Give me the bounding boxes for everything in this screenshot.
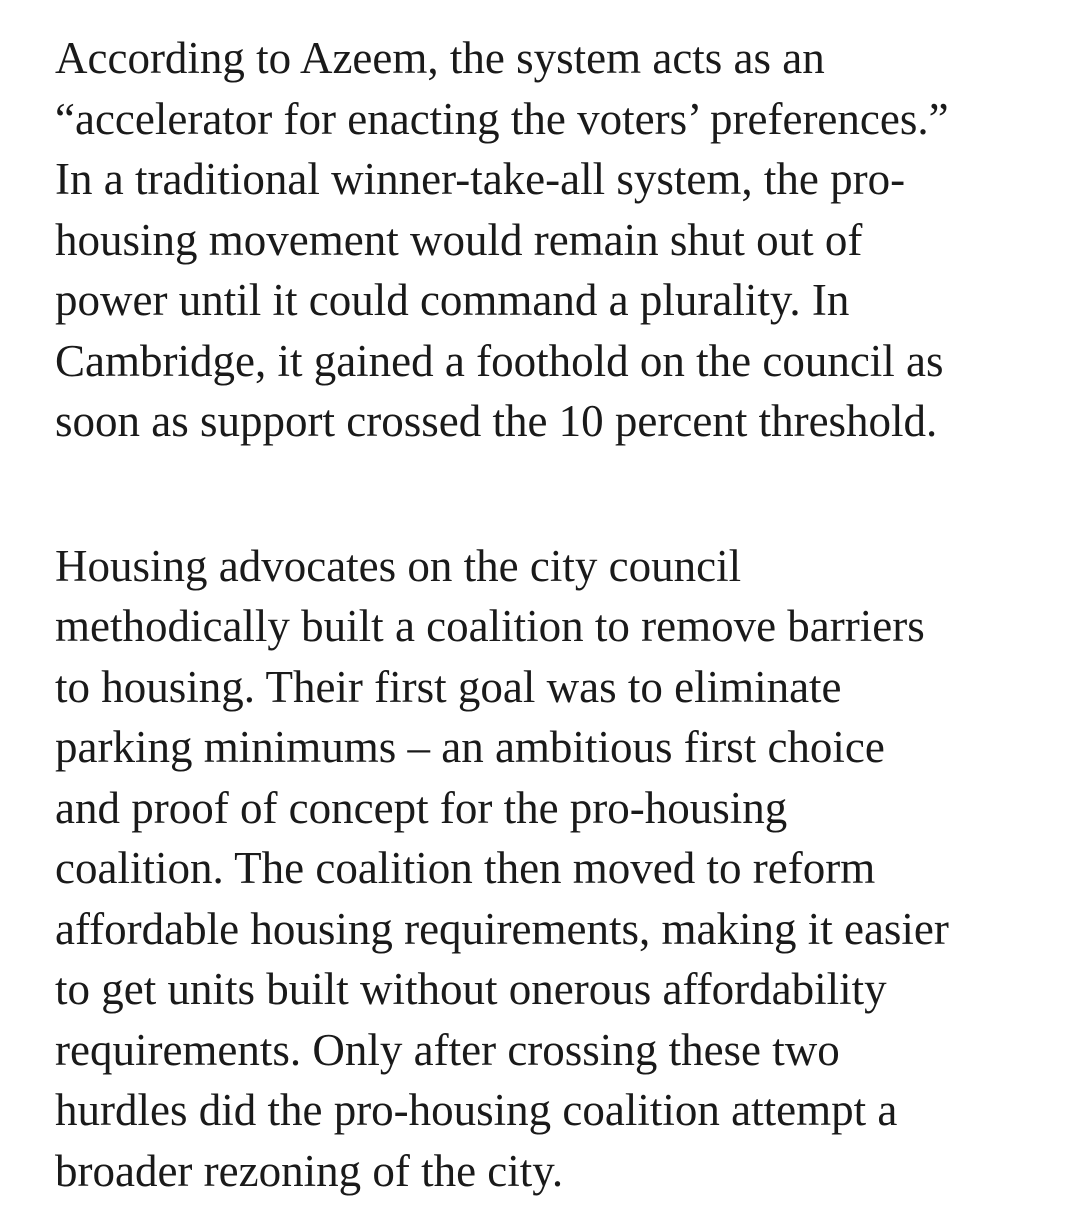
text-line: requirements. Only after crossing these two [55, 1024, 840, 1075]
text-line: methodically built a coalition to remove barriers [55, 601, 925, 651]
text-line: affordable housing requirements, making it easier [55, 903, 949, 954]
text-line: power until it could command a plurality. In [55, 275, 850, 325]
text-line: “accelerator for enacting the voters’ preferences.” [55, 93, 949, 144]
text-line: hurdles did the pro-housing coalition attempt a [55, 1085, 898, 1135]
text-line: According to Azeem, the system acts as an [55, 33, 825, 83]
text-line: broader rezoning of the city. [55, 1145, 564, 1196]
text-line: In a traditional winner-take-all system, the pro- [55, 154, 906, 204]
text-line: parking minimums – an ambitious first choice [55, 722, 885, 772]
text-line: housing movement would remain shut out of [55, 214, 863, 265]
text-line: to housing. Their first goal was to eliminate [55, 661, 842, 712]
text-line: to get units built without onerous affordability [55, 964, 887, 1014]
text-line: and proof of concept for the pro-housing [55, 782, 788, 833]
text-line: Cambridge, it gained a foothold on the council as [55, 335, 944, 386]
paragraph-1 [55, 28, 1055, 452]
text-line: Housing advocates on the city council [55, 540, 742, 591]
text-line: soon as support crossed the 10 percent threshold. [55, 396, 938, 446]
text-line: coalition. The coalition then moved to reform [55, 843, 876, 893]
article-body [55, 28, 1055, 1201]
paragraph-2 [55, 536, 1055, 1202]
